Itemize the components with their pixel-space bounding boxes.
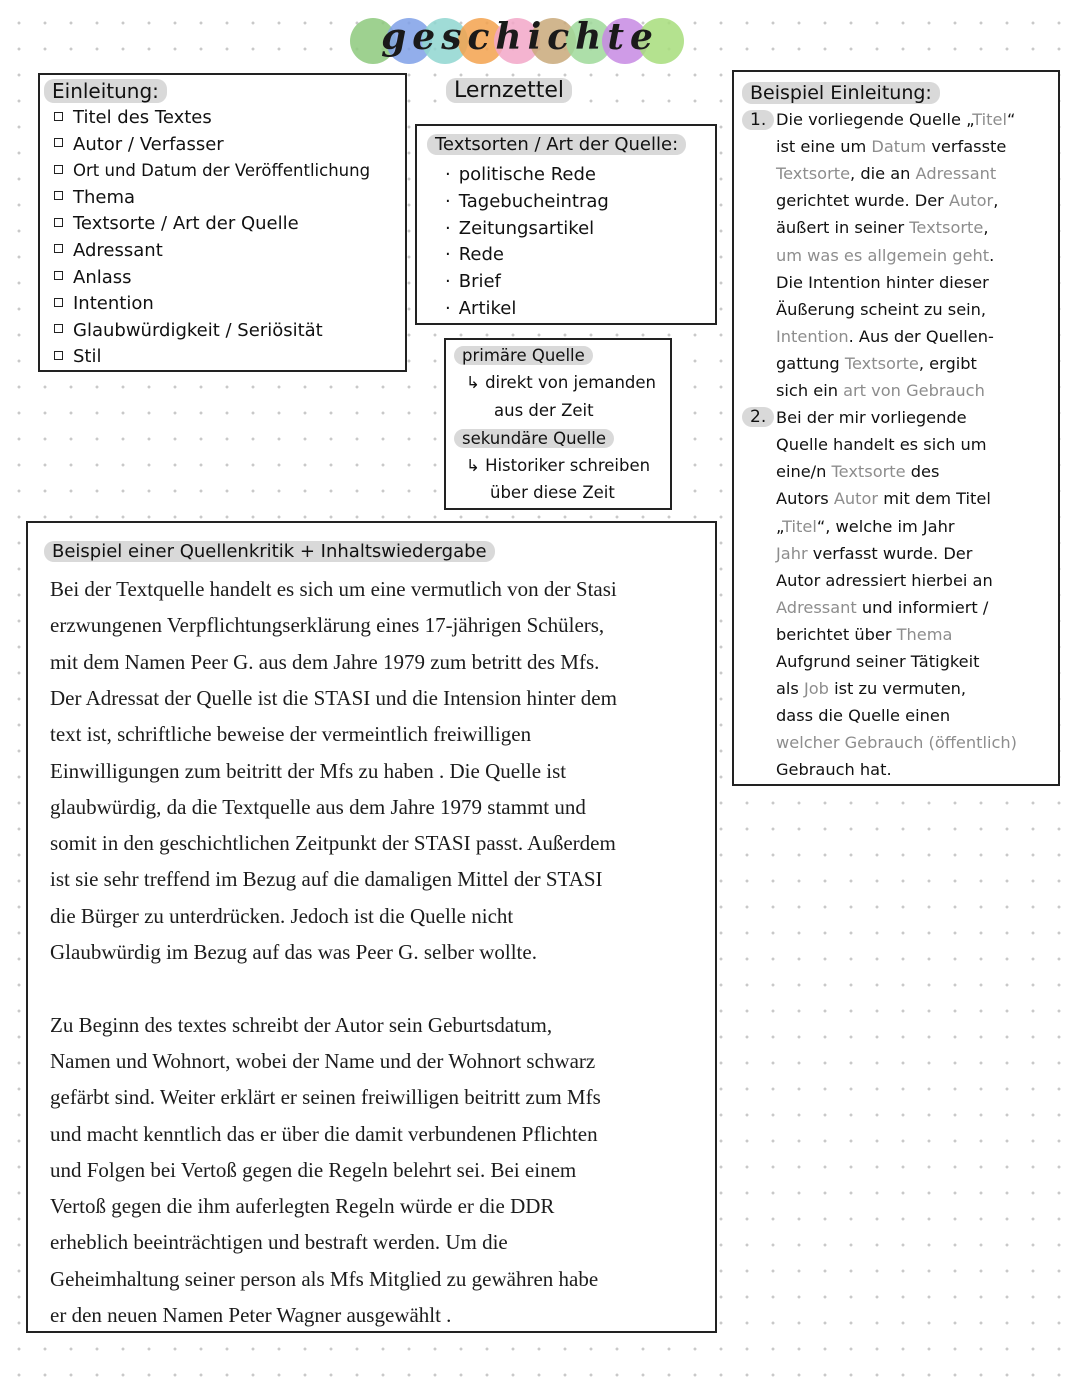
text-line	[776, 300, 986, 319]
einleitung-heading: Einleitung:	[44, 79, 167, 103]
list-item: · Zeitungsartikel	[445, 216, 609, 243]
text-line	[776, 544, 972, 563]
text-segment: dass die Quelle einen	[776, 706, 951, 726]
paragraph-line: text ist, schriftliche beweise der vermeintlich freiwilligen	[50, 722, 532, 747]
text-segment: Bei der mir vorliegende	[776, 408, 967, 428]
checkbox-square-icon	[54, 351, 63, 360]
text-line	[776, 218, 989, 237]
placeholder-text: Adressant	[776, 597, 857, 617]
text-segment: Autors	[776, 489, 834, 509]
text-segment: äußert in seiner	[776, 218, 910, 238]
text-segment: des	[905, 462, 940, 482]
placeholder-text: Autor	[833, 489, 879, 509]
paragraph-line: ist sie sehr treffend im Bezug auf die damaligen Mittel der STASI	[50, 867, 603, 892]
checkbox-square-icon	[54, 191, 63, 200]
page-title: geschichte	[381, 16, 659, 58]
page-title-banner	[348, 14, 692, 68]
checkbox-square-icon	[54, 244, 63, 253]
text-line	[776, 164, 996, 183]
list-item: · Rede	[445, 242, 609, 269]
list-item: · Brief	[445, 269, 609, 296]
textsorten-box	[415, 124, 717, 325]
beispiel-einleitung-box	[732, 70, 1060, 786]
text-segment: „	[776, 516, 783, 536]
paragraph-line: somit in den geschichtlichen Zeitpunkt der STASI passt. Außerdem	[50, 831, 616, 856]
secondary-source-desc: ↳ Historiker schreiben	[466, 456, 651, 475]
placeholder-text: Thema	[896, 624, 953, 644]
text-segment: berichtet über	[776, 624, 897, 644]
placeholder-text: Intention	[776, 326, 849, 346]
secondary-source-desc: über diese Zeit	[490, 483, 615, 502]
quellen-box	[444, 338, 672, 510]
checkbox-square-icon	[54, 165, 63, 174]
paragraph-line: und macht kenntlich das er über die damit verbundenen Pflichten	[50, 1121, 598, 1146]
placeholder-text: Textsorte	[831, 462, 906, 482]
text-line	[776, 246, 994, 265]
text-segment: Äußerung scheint zu sein,	[776, 299, 987, 319]
paragraph-line: er den neuen Namen Peter Wagner ausgewählt .	[50, 1303, 452, 1327]
text-segment: als	[776, 679, 804, 699]
quellenkritik-box	[26, 521, 717, 1333]
text-segment: Gebrauch hat.	[776, 760, 892, 780]
list-item: Autor / Verfasser	[54, 132, 370, 159]
text-segment: gattung	[776, 353, 845, 373]
paragraph-line: erheblich beeinträchtigen und bestraft werden. Um die	[50, 1230, 508, 1255]
text-segment: ,	[993, 191, 999, 211]
einleitung-list	[54, 105, 370, 371]
text-segment: verfasste	[926, 137, 1007, 157]
text-segment: Autor adressiert hierbei an	[776, 570, 993, 590]
placeholder-text: Datum	[871, 137, 927, 157]
checkbox-square-icon	[54, 112, 63, 121]
text-segment: “	[1006, 110, 1016, 129]
text-segment: Die Intention hinter dieser	[776, 272, 989, 292]
placeholder-text: Textsorte	[844, 353, 919, 373]
list-item: Stil	[54, 344, 370, 371]
placeholder-text: welcher Gebrauch (öffentlich)	[776, 733, 1017, 753]
text-line	[776, 191, 998, 210]
text-line	[776, 625, 952, 644]
text-segment: Die vorliegende Quelle „	[776, 110, 973, 129]
text-segment: mit dem Titel	[878, 489, 991, 509]
list-item: Anlass	[54, 265, 370, 292]
text-segment: “, welche im Jahr	[816, 516, 955, 536]
list-item: Intention	[54, 291, 370, 318]
text-segment: ist zu vermuten,	[828, 679, 967, 699]
text-segment: gerichtet wurde. Der	[776, 191, 949, 211]
list-item: · politische Rede	[445, 162, 609, 189]
placeholder-text: Autor	[948, 191, 994, 211]
list-item: Glaubwürdigkeit / Seriösität	[54, 318, 370, 345]
text-segment: sich ein	[776, 381, 844, 400]
checkbox-square-icon	[54, 298, 63, 307]
paragraph-line: die Bürger zu unterdrücken. Jedoch ist die Quelle nicht	[50, 903, 514, 928]
text-segment: , ergibt	[918, 353, 977, 373]
text-segment: ,	[983, 218, 989, 238]
text-line	[776, 354, 977, 373]
list-number: 2.	[742, 407, 774, 427]
text-line	[776, 273, 989, 292]
text-segment: eine/n	[776, 462, 832, 482]
text-segment: und informiert /	[856, 597, 989, 617]
list-item: Thema	[54, 185, 370, 212]
placeholder-text: Textsorte	[909, 218, 984, 238]
paragraph-line: mit dem Namen Peer G. aus dem Jahre 1979 zum betritt des Mfs.	[50, 649, 600, 674]
quellenkritik-heading: Beispiel einer Quellenkritik + Inhaltswiedergabe	[44, 541, 495, 562]
text-segment: . Aus der Quellen-	[848, 326, 994, 346]
subtitle: Lernzettel	[446, 78, 572, 103]
list-item: Ort und Datum der Veröffentlichung	[54, 158, 370, 185]
text-line	[776, 517, 955, 536]
text-segment: verfasst wurde. Der	[807, 543, 973, 563]
paragraph-line: Der Adressat der Quelle ist die STASI und die Intension hinter dem	[50, 685, 617, 710]
list-item: · Tagebucheintrag	[445, 189, 609, 216]
text-line	[776, 462, 939, 481]
text-segment: Aufgrund seiner Tätigkeit	[776, 652, 980, 671]
text-line	[776, 571, 993, 590]
placeholder-text: Job	[804, 679, 829, 699]
text-segment: , die an	[850, 164, 916, 184]
checkbox-square-icon	[54, 324, 63, 333]
placeholder-text: Titel	[782, 516, 817, 536]
paragraph-line: Bei der Textquelle handelt es sich um eine vermutlich von der Stasi	[50, 577, 617, 601]
list-item: · Artikel	[445, 296, 609, 323]
text-line	[776, 137, 1006, 156]
placeholder-text: Titel	[972, 110, 1007, 129]
paragraph-line: glaubwürdig, da die Textquelle aus dem Jahre 1979 stammt und	[50, 794, 586, 819]
paragraph-line: gefärbt sind. Weiter erklärt er seinen freiwilligen beitritt zum Mfs	[50, 1085, 601, 1110]
text-line	[776, 327, 994, 346]
placeholder-text: Adressant	[915, 164, 997, 184]
paragraph-line: Vertoß gegen die ihm auferlegten Regeln würde er die DDR	[50, 1194, 555, 1219]
paragraph-line: Einwilligungen zum beitritt der Mfs zu haben . Die Quelle ist	[50, 758, 567, 783]
textsorten-list	[445, 162, 609, 323]
checkbox-square-icon	[54, 218, 63, 227]
paragraph-line: Zu Beginn des textes schreibt der Autor sein Geburtsdatum,	[50, 1012, 553, 1037]
textsorten-heading: Textsorten / Art der Quelle:	[427, 134, 686, 155]
text-line	[776, 110, 1015, 129]
text-segment: Quelle handelt es sich um	[776, 435, 987, 455]
beispiel-einleitung-heading: Beispiel Einleitung:	[742, 82, 940, 104]
text-line	[776, 706, 950, 725]
text-line	[776, 435, 987, 454]
placeholder-text: Textsorte	[776, 164, 851, 184]
placeholder-text: um was es allgemein geht	[776, 245, 990, 265]
primary-source-label: primäre Quelle	[454, 346, 593, 365]
text-segment: ist eine um	[776, 137, 872, 157]
text-line	[776, 733, 1017, 752]
primary-source-desc: aus der Zeit	[494, 401, 594, 420]
checkbox-square-icon	[54, 271, 63, 280]
list-item: Textsorte / Art der Quelle	[54, 211, 370, 238]
text-line	[776, 598, 988, 617]
paragraph-line: und Folgen bei Vertoß gegen die Regeln belehrt sei. Bei einem	[50, 1157, 577, 1182]
text-line	[776, 652, 979, 671]
list-item: Adressant	[54, 238, 370, 265]
secondary-source-label: sekundäre Quelle	[454, 429, 614, 448]
checkbox-square-icon	[54, 138, 63, 147]
paragraph-line: Glaubwürdig im Bezug auf das was Peer G. selber wollte.	[50, 940, 537, 964]
text-line	[776, 489, 991, 508]
text-segment: .	[989, 245, 995, 265]
paragraph-line: erzwungenen Verpflichtungserklärung eines 17-jährigen Schülers,	[50, 613, 605, 638]
list-item: Titel des Textes	[54, 105, 370, 132]
text-line	[776, 679, 966, 698]
paragraph-line: Namen und Wohnort, wobei der Name und der Wohnort schwarz	[50, 1048, 596, 1073]
text-line	[776, 408, 967, 427]
placeholder-text: art von Gebrauch	[843, 381, 985, 400]
placeholder-text: Jahr	[776, 543, 808, 563]
primary-source-desc: ↳ direkt von jemanden	[466, 373, 656, 392]
list-number: 1.	[742, 110, 774, 130]
text-line	[776, 381, 985, 400]
text-line	[776, 760, 892, 779]
einleitung-box	[38, 73, 407, 372]
paragraph-line: Geheimhaltung seiner person als Mfs Mitglied zu gewähren habe	[50, 1266, 599, 1291]
